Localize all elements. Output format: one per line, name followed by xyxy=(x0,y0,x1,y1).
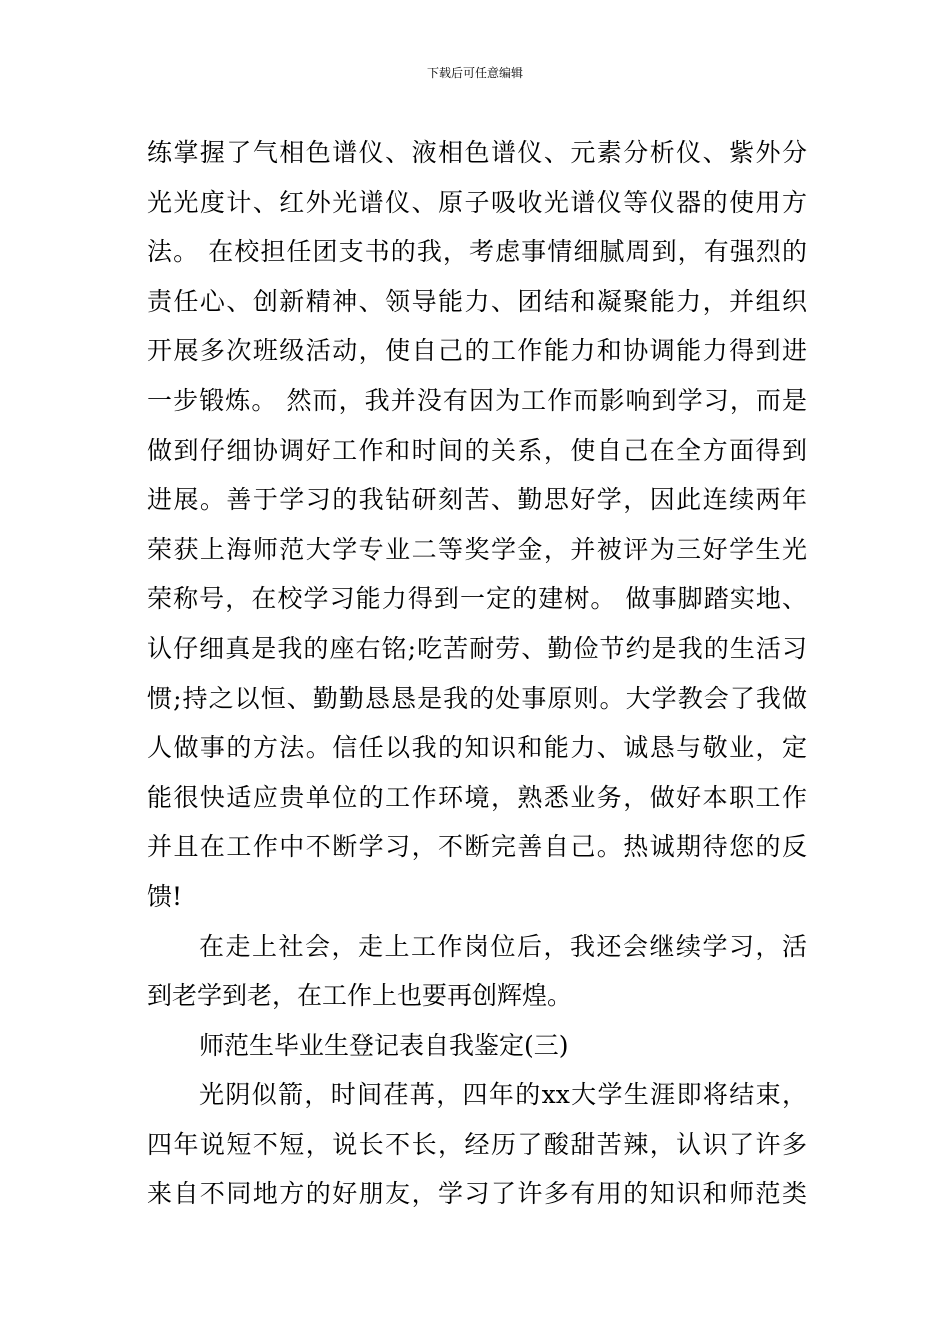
text-line: 认仔细真是我的座右铭;吃苦耐劳、勤俭节约是我的生活习 xyxy=(147,633,807,663)
text-line: 荣称号，在校学习能力得到一定的建树。 做事脚踏实地、 xyxy=(147,584,807,614)
text-line: 并且在工作中不断学习，不断完善自己。热诚期待您的反 xyxy=(147,832,807,862)
text-line: 进展。善于学习的我钻研刻苦、勤思好学，因此连续两年 xyxy=(147,485,807,515)
page-header: 下载后可任意编辑 xyxy=(426,66,523,80)
text-line: 能很快适应贵单位的工作环境，熟悉业务，做好本职工作 xyxy=(147,782,807,812)
text-line: 法。 在校担任团支书的我，考虑事情细腻周到，有强烈的 xyxy=(147,237,807,267)
text-line: 人做事的方法。信任以我的知识和能力、诚恳与敬业，定 xyxy=(147,733,807,763)
text-line: 四年说短不短，说长不长，经历了酸甜苦辣，认识了许多 xyxy=(147,1129,807,1159)
text-line: 到老学到老，在工作上也要再创辉煌。 xyxy=(147,981,573,1011)
text-line: 来自不同地方的好朋友，学习了许多有用的知识和师范类 xyxy=(147,1179,807,1209)
text-line: 责任心、创新精神、领导能力、团结和凝聚能力，并组织 xyxy=(147,286,807,316)
text-line: 开展多次班级活动，使自己的工作能力和协调能力得到进 xyxy=(147,336,807,366)
text-line: 光阴似箭，时间荏苒，四年的xx大学生涯即将结束， xyxy=(199,1080,807,1110)
text-line: 一步锻炼。 然而，我并没有因为工作而影响到学习，而是 xyxy=(147,385,807,415)
document-body xyxy=(147,128,807,1219)
text-line: 荣获上海师范大学专业二等奖学金，并被评为三好学生光 xyxy=(147,534,807,564)
text-line: 馈! xyxy=(147,881,183,911)
text-line: 光光度计、红外光谱仪、原子吸收光谱仪等仪器的使用方 xyxy=(147,187,807,217)
section-heading: 师范生毕业生登记表自我鉴定(三) xyxy=(199,1030,569,1060)
text-line: 做到仔细协调好工作和时间的关系，使自己在全方面得到 xyxy=(147,435,807,465)
text-line: 惯;持之以恒、勤勤恳恳是我的处事原则。大学教会了我做 xyxy=(147,683,807,713)
text-line: 练掌握了气相色谱仪、液相色谱仪、元素分析仪、紫外分 xyxy=(147,138,807,167)
text-line: 在走上社会，走上工作岗位后，我还会继续学习，活 xyxy=(199,931,807,961)
